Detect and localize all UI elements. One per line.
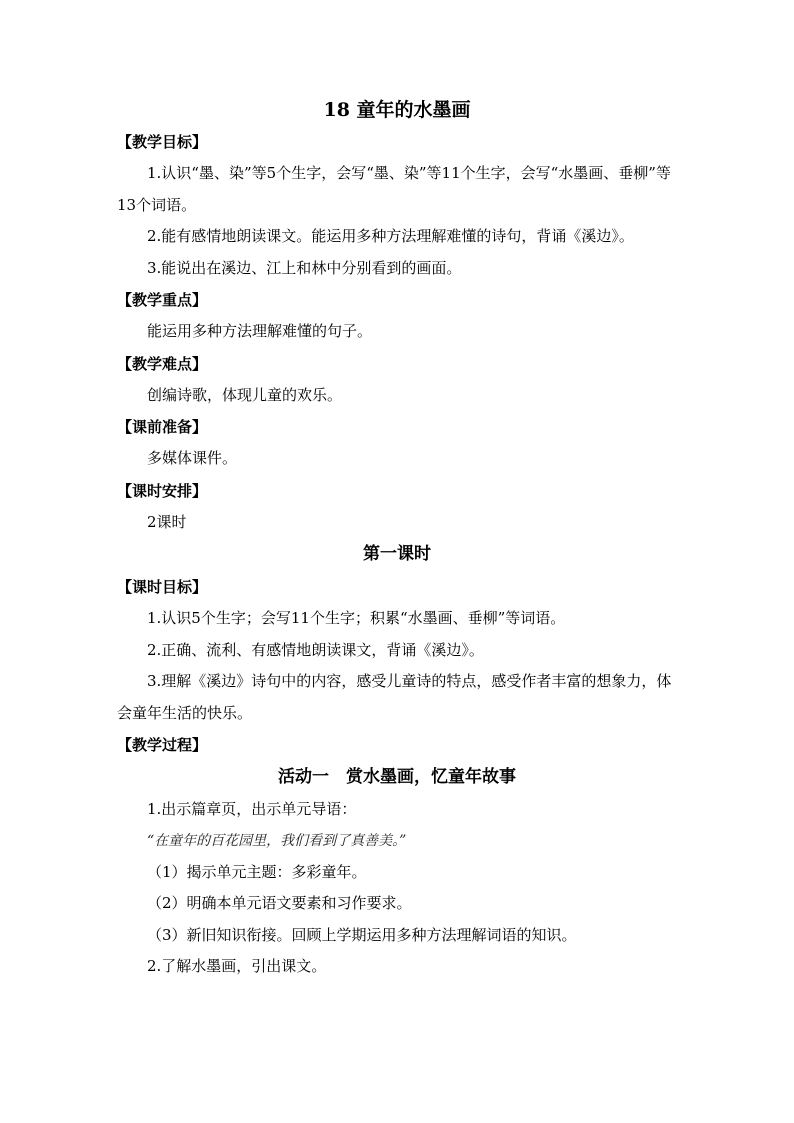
key-points-text: 能运用多种方法理解难懂的句子。	[147, 322, 373, 340]
schedule-text: 2课时	[147, 512, 187, 531]
process-step-2: 2.了解水墨画，引出课文。	[147, 957, 327, 975]
objective-item-1: 1.认识“墨、染”等5个生字，会写“墨、染”等11个生字，会写“水墨画、垂柳”等13个词语。	[117, 164, 671, 214]
process-sub-item-2: （2）明确本单元语文要素和习作要求。	[147, 894, 412, 912]
lesson-objective-item-2: 2.正确、流利、有感情地朗读课文，背诵《溪边》。	[147, 640, 484, 659]
objectives-heading: 【教学目标】	[117, 133, 208, 151]
preparation-heading: 【课前准备】	[117, 418, 208, 436]
objective-item-3: 3.能说出在溪边、江上和林中分别看到的画面。	[147, 258, 462, 277]
document-content	[117, 94, 677, 983]
difficulties-text: 创编诗歌，体现儿童的欢乐。	[147, 385, 343, 404]
process-step-1: 1.出示篇章页，出示单元导语：	[147, 800, 357, 818]
lesson-objectives-heading: 【课时目标】	[117, 578, 208, 596]
preparation-text: 多媒体课件。	[147, 449, 238, 467]
lesson-objective-item-1: 1.认识5个生字；会写11个生字；积累“水墨画、垂柳”等词语。	[147, 609, 566, 627]
unit-quote: “在童年的百花园里，我们看到了真善美。”	[147, 832, 407, 849]
activity-title: 活动一 赏水墨画，忆童年故事	[278, 767, 516, 787]
lesson-title: 第一课时	[363, 544, 431, 564]
lesson-objective-item-3: 3.理解《溪边》诗句中的内容，感受儿童诗的特点，感受作者丰富的想象力，体会童年生活的快乐。	[117, 672, 672, 722]
process-sub-item-3: （3）新旧知识衔接。回顾上学期运用多种方法理解词语的知识。	[147, 925, 577, 944]
schedule-heading: 【课时安排】	[117, 481, 208, 500]
process-heading: 【教学过程】	[117, 736, 208, 754]
document-title: 18 童年的水墨画	[323, 99, 471, 121]
difficulties-heading: 【教学难点】	[117, 354, 208, 373]
key-points-heading: 【教学重点】	[117, 291, 208, 309]
process-sub-item-1: （1）揭示单元主题：多彩童年。	[147, 862, 367, 881]
objective-item-2: 2.能有感情地朗读课文。能运用多种方法理解难懂的诗句，背诵《溪边》。	[147, 227, 634, 245]
